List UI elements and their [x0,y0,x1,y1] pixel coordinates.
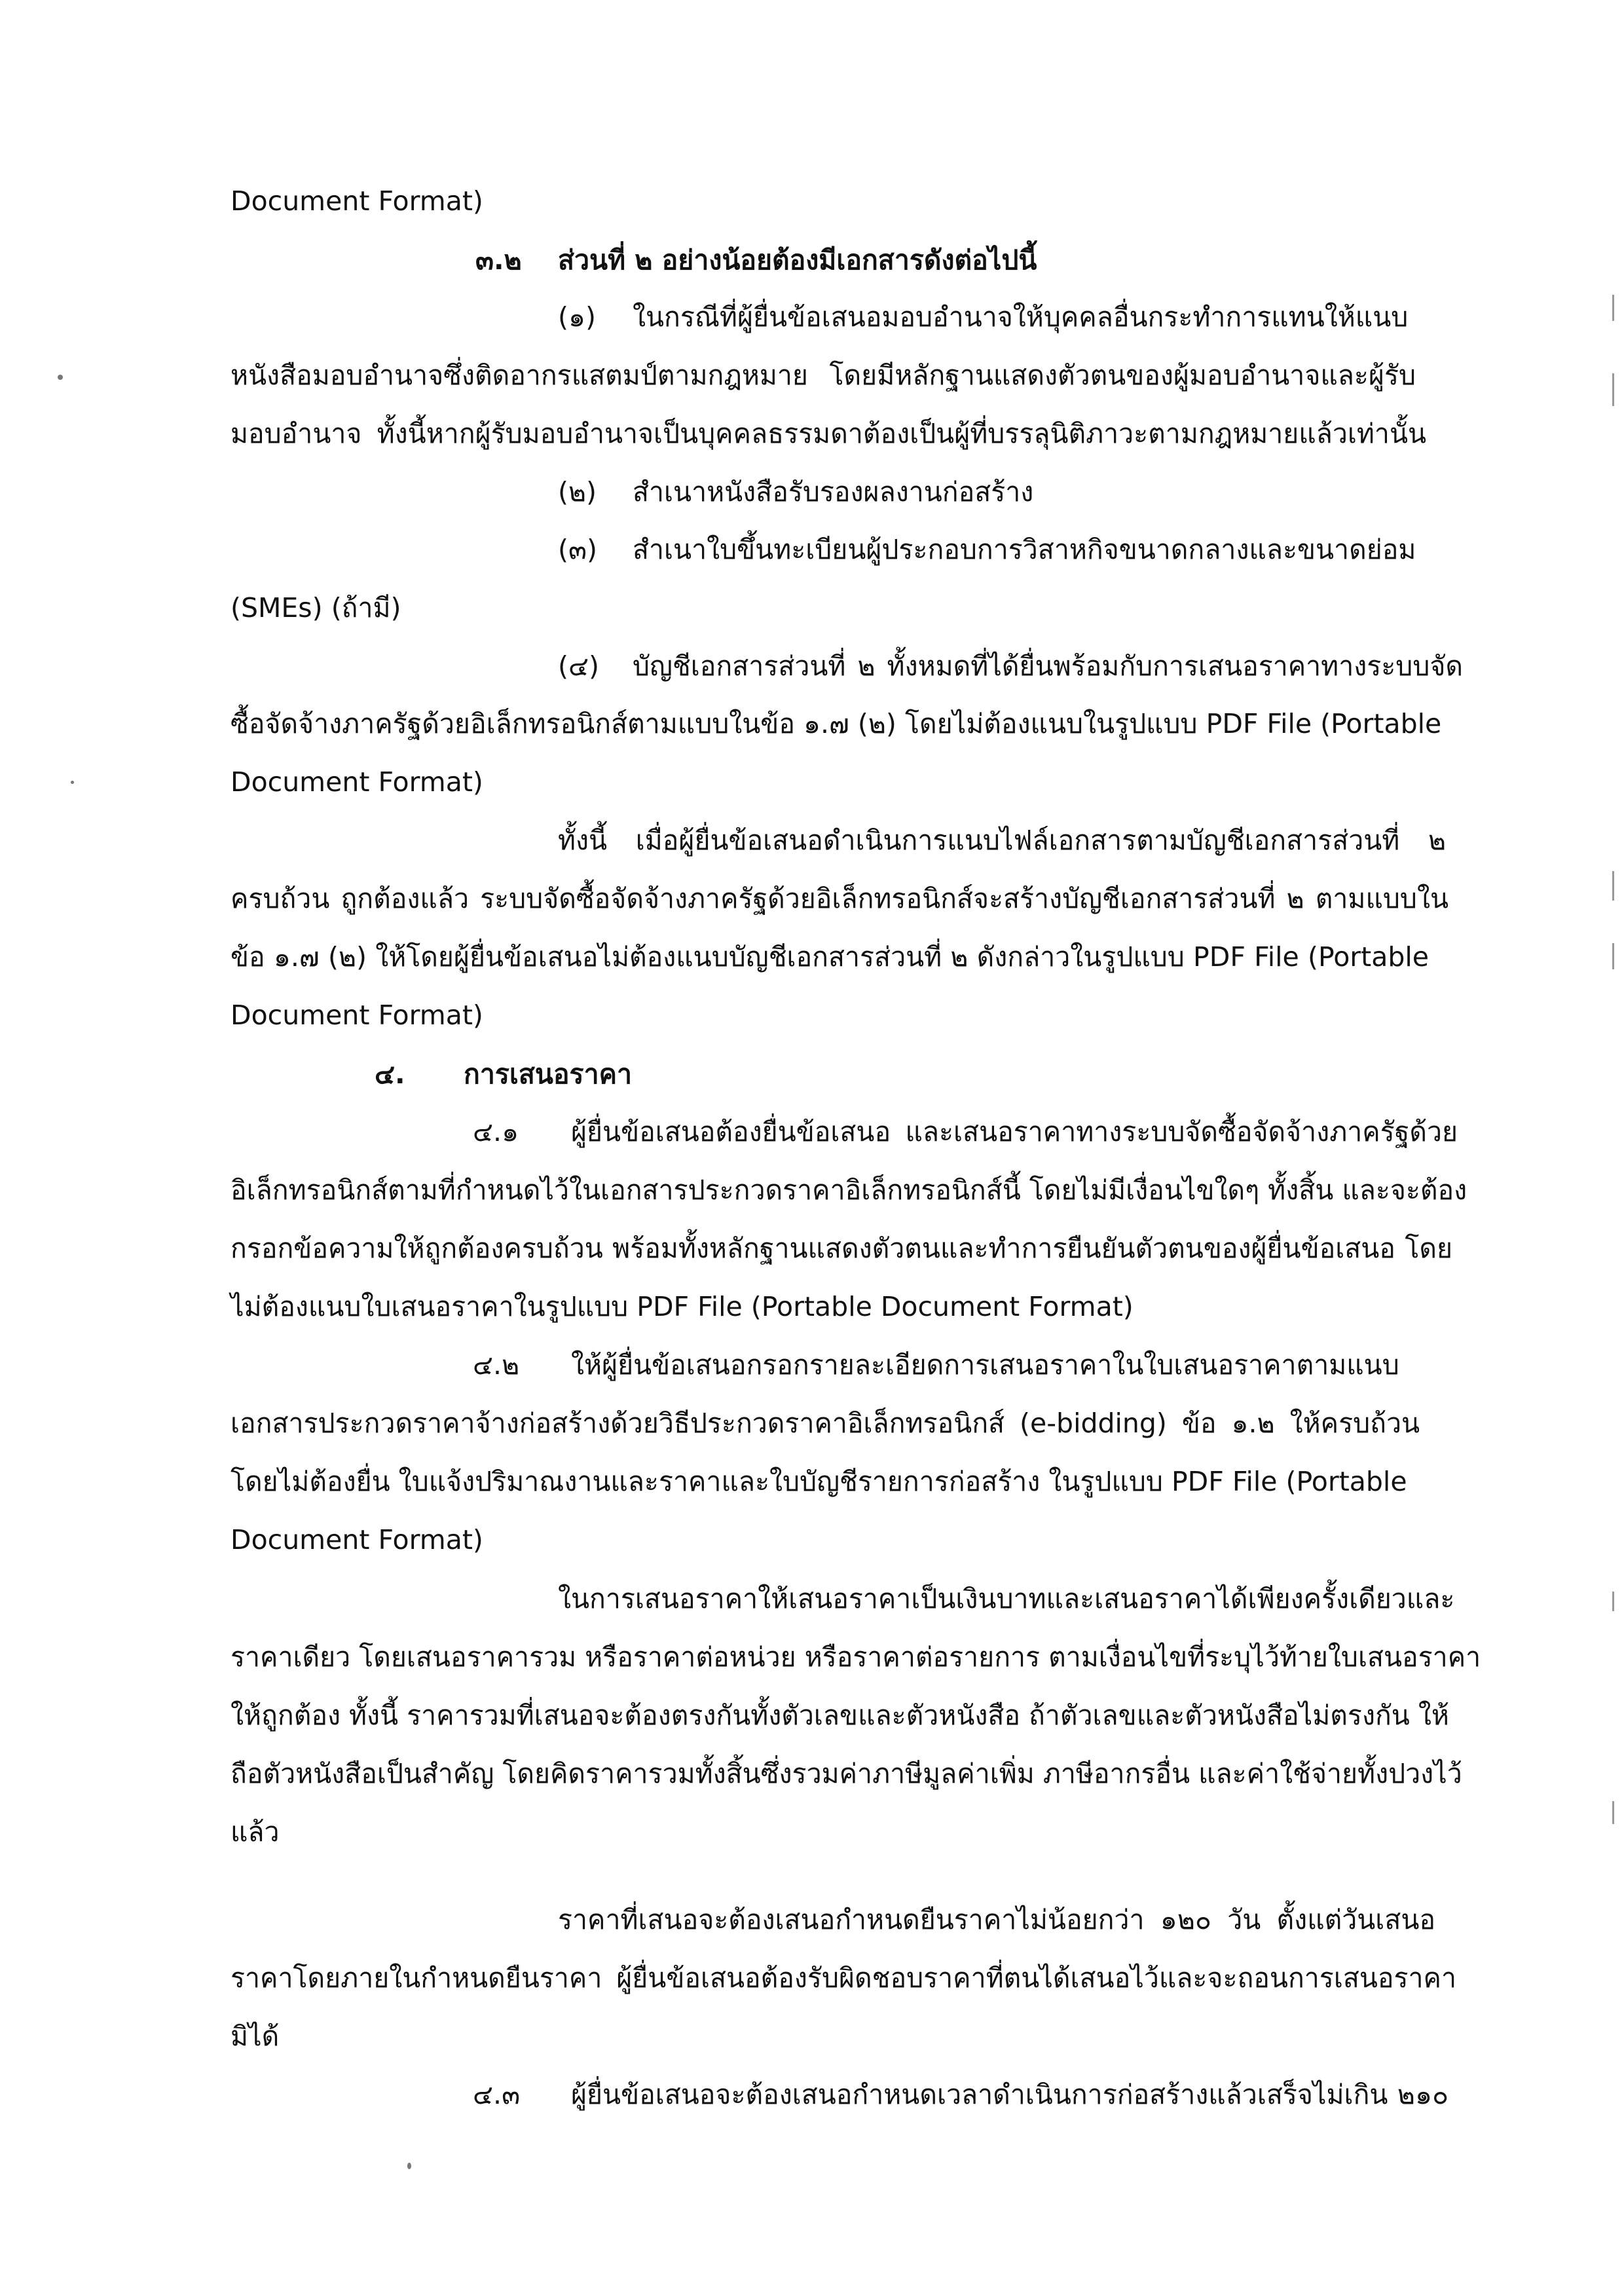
text-line: ในกรณีที่ผู้ยื่นข้อเสนอมอบอำนาจให้บุคคลอื่นกระทำการแทนให้แนบ [633,301,1409,333]
text-line: ราคาเดียว โดยเสนอราคารวม หรือราคาต่อหน่วย หรือราคาต่อรายการ ตามเงื่อนไขที่ระบุไว้ท้ายใบเสนอราคา [231,1641,1481,1673]
scan-speck [71,781,74,784]
scan-edge-mark [1612,373,1614,406]
text-line: ให้ผู้ยื่นข้อเสนอกรอกรายละเอียดการเสนอราคาในใบเสนอราคาตามแนบ [571,1349,1399,1381]
section-number: ๔. [375,1058,405,1090]
text-line: ทั้งนี้ เมื่อผู้ยื่นข้อเสนอดำเนินการแนบไฟล์เอกสารตามบัญชีเอกสารส่วนที่ ๒ [558,825,1446,856]
section-heading: ส่วนที่ ๒ อย่างน้อยต้องมีเอกสารดังต่อไปนี้ [558,244,1037,276]
text-line: แล้ว [231,1816,280,1848]
item-number: (๔) [558,650,600,682]
text-line: สำเนาใบขึ้นทะเบียนผู้ประกอบการวิสาหกิจขนาดกลางและขนาดย่อม [633,534,1416,565]
text-line: ผู้ยื่นข้อเสนอจะต้องเสนอกำหนดเวลาดำเนินการก่อสร้างแล้วเสร็จไม่เกิน ๒๑๐ [571,2079,1449,2110]
text-line: บัญชีเอกสารส่วนที่ ๒ ทั้งหมดที่ได้ยื่นพร้อมกับการเสนอราคาทางระบบจัด [633,650,1463,682]
text-line: ไม่ต้องแนบใบเสนอราคาในรูปแบบ PDF File (Portable Document Format) [231,1291,1134,1322]
text-line: ถือตัวหนังสือเป็นสำคัญ โดยคิดราคารวมทั้งสิ้นซึ่งรวมค่าภาษีมูลค่าเพิ่ม ภาษีอากรอื่น และค่าใช้จ่ายทั้งปวงไว้ [231,1758,1462,1789]
text-line: Document Format) [231,999,483,1031]
scan-edge-mark [1612,1592,1614,1611]
text-line: ราคาที่เสนอจะต้องเสนอกำหนดยืนราคาไม่น้อยกว่า ๑๒๐ วัน ตั้งแต่วันเสนอ [558,1904,1435,1935]
scan-edge-mark [1612,943,1614,969]
section-number: ๔.๒ [473,1349,520,1381]
text-line: ราคาโดยภายในกำหนดยืนราคา ผู้ยื่นข้อเสนอต้องรับผิดชอบราคาที่ตนได้เสนอไว้และจะถอนการเสนอราคา [231,1962,1456,1994]
text-line: ครบถ้วน ถูกต้องแล้ว ระบบจัดซื้อจัดจ้างภาครัฐด้วยอิเล็กทรอนิกส์จะสร้างบัญชีเอกสารส่วนที่ ๒ ตามแบบใน [231,883,1449,914]
text-line: สำเนาหนังสือรับรองผลงานก่อสร้าง [633,476,1034,508]
scan-edge-mark [1612,295,1614,321]
item-number: (๓) [558,534,598,565]
section-number: ๔.๓ [473,2079,521,2110]
text-line: Document Format) [231,766,483,798]
scan-edge-mark [1612,1801,1614,1824]
text-line: เอกสารประกวดราคาจ้างก่อสร้างด้วยวิธีประกวดราคาอิเล็กทรอนิกส์ (e-bidding) ข้อ ๑.๒ ให้ครบถ้วน [231,1407,1420,1439]
text-line: กรอกข้อความให้ถูกต้องครบถ้วน พร้อมทั้งหลักฐานแสดงตัวตนและทำการยืนยันตัวตนของผู้ยื่นข้อเสนอ โดย [231,1233,1452,1264]
text-line: ผู้ยื่นข้อเสนอต้องยื่นข้อเสนอ และเสนอราคาทางระบบจัดซื้อจัดจ้างภาครัฐด้วย [571,1116,1458,1147]
item-number: (๒) [558,476,597,508]
section-number: ๔.๑ [473,1116,519,1147]
text-line: มิได้ [231,2021,280,2052]
text-line: ให้ถูกต้อง ทั้งนี้ ราคารวมที่เสนอจะต้องตรงกันทั้งตัวเลขและตัวหนังสือ ถ้าตัวเลขและตัวหนังสือไม่ตรงกัน ให้ [231,1700,1449,1731]
section-heading: การเสนอราคา [464,1058,633,1090]
text-line: ข้อ ๑.๗ (๒) ให้โดยผู้ยื่นข้อเสนอไม่ต้องแนบบัญชีเอกสารส่วนที่ ๒ ดังกล่าวในรูปแบบ PDF File (Portable [231,941,1429,973]
text-line: โดยไม่ต้องยื่น ใบแจ้งปริมาณงานและราคาและใบบัญชีรายการก่อสร้าง ในรูปแบบ PDF File (Portable [231,1466,1407,1497]
text-line: ซื้อจัดจ้างภาครัฐด้วยอิเล็กทรอนิกส์ตามแบบในข้อ ๑.๗ (๒) โดยไม่ต้องแนบในรูปแบบ PDF File (Portable [231,708,1442,739]
text-line: (SMEs) (ถ้ามี) [231,592,401,624]
text-line: หนังสือมอบอำนาจซึ่งติดอากรแสตมป์ตามกฎหมาย โดยมีหลักฐานแสดงตัวตนของผู้มอบอำนาจและผู้รับ [231,360,1416,391]
scan-speck [58,375,63,380]
text-line: มอบอำนาจ ทั้งนี้หากผู้รับมอบอำนาจเป็นบุคคลธรรมดาต้องเป็นผู้ที่บรรลุนิติภาวะตามกฎหมายแล้วเท่านั้น [231,418,1426,449]
text-line: อิเล็กทรอนิกส์ตามที่กำหนดไว้ในเอกสารประกวดราคาอิเล็กทรอนิกส์นี้ โดยไม่มีเงื่อนไขใดๆ ทั้งสิ้น และจะต้อง [231,1174,1467,1206]
item-number: (๑) [558,301,597,333]
scan-speck [407,2163,411,2169]
section-number: ๓.๒ [475,244,522,276]
text-line: Document Format) [231,1524,483,1556]
text-line: Document Format) [231,185,483,217]
scan-edge-mark [1612,871,1614,901]
text-line: ในการเสนอราคาให้เสนอราคาเป็นเงินบาทและเสนอราคาได้เพียงครั้งเดียวและ [558,1583,1455,1614]
